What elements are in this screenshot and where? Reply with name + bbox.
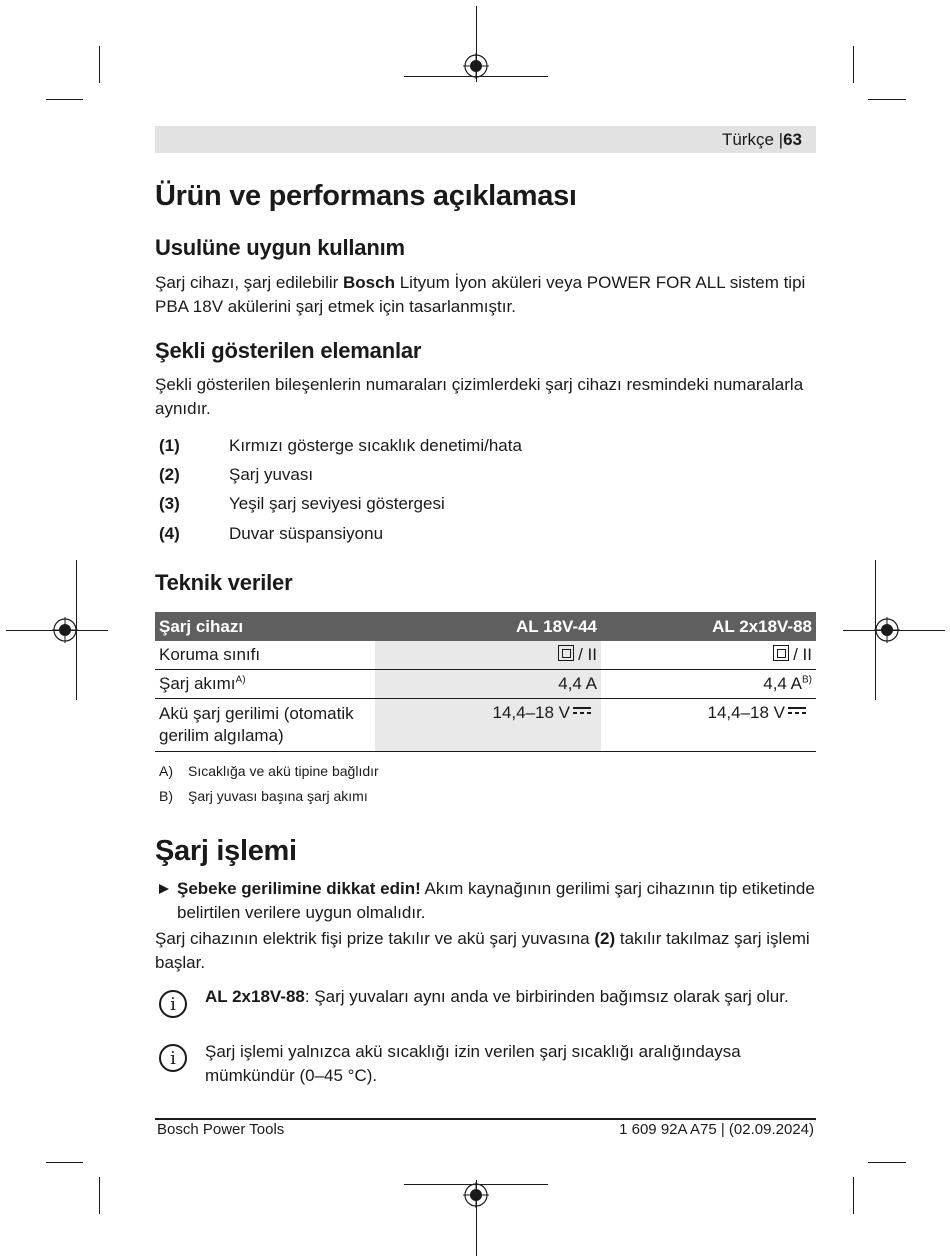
list-item-label: Yeşil şarj seviyesi göstergesi [229,494,445,513]
footnote-key: B) [159,788,173,804]
page-title: Ürün ve performans açıklaması [155,180,577,212]
note-text: : Şarj yuvaları aynı anda ve birbirinden bağımsız olarak şarj olur. [304,987,789,1006]
cell-value: / II [578,645,597,664]
info-note: Şarj işlemi yalnızca akü sıcaklığı izin verilen şarj sıcaklığı aralığındaysa mümkündür (0–45 °C). [205,1042,741,1085]
footnote-text: Sıcaklığa ve akü tipine bağlıdır [188,763,379,779]
footer-brand: Bosch Power Tools [157,1121,285,1138]
header-separator: | [778,130,784,149]
table-cell [375,699,601,752]
footnote-ref: A) [235,674,246,686]
table-header-cell: AL 2x18V-88 [601,612,816,641]
protection-class-ii-icon [558,645,574,661]
brand-name: Bosch [343,273,395,292]
tech-data-table [155,612,816,752]
table-cell [155,641,375,670]
warning-triangle-icon [158,883,170,895]
warning-text: Akım kaynağının gerilimi şarj cihazının tip etiketinde belirtilen verilere uygun olmalıdır. [177,879,815,922]
row-label: Akü şarj gerilimi (otomatik gerilim algılama) [159,704,354,745]
registration-mark-icon [463,53,489,79]
info-icon: i [159,990,187,1018]
table-cell [375,641,601,670]
charging-text: takılır takılmaz şarj işlemi başlar. [155,929,810,972]
footnote-text: Şarj yuvası başına şarj akımı [188,788,368,804]
list-item-number: (3) [159,494,180,513]
crop-mark [46,99,83,100]
crop-mark [99,1177,100,1214]
warning-paragraph [177,877,817,925]
list-item-label: Kırmızı gösterge sıcaklık denetimi/hata [229,436,522,455]
components-intro: Şekli gösterilen bileşenlerin numaraları çizimlerdeki şarj cihazı resmindeki numaralarla aynıdır. [155,375,804,418]
footnote-key: A) [159,763,173,779]
direct-current-icon [788,707,806,716]
table-cell [601,699,816,752]
table-cell [155,670,375,699]
section-heading-usage: Usulüne uygun kullanım [155,235,405,260]
table-row [155,641,816,670]
registration-mark-icon [52,617,78,643]
cell-value: 14,4–18 V [492,703,570,722]
footnote-ref: B) [802,674,812,686]
crop-mark [46,1162,83,1163]
section-heading-components: Şekli gösterilen elemanlar [155,338,422,363]
charging-paragraph [155,927,816,975]
list-item-number: (4) [159,524,180,543]
section-heading-tech: Teknik veriler [155,570,293,595]
table-cell [155,699,375,752]
footer-divider [155,1118,816,1120]
registration-mark-icon [874,617,900,643]
table-row [155,699,816,752]
model-name: AL 2x18V-88 [205,987,305,1006]
crop-mark [868,99,906,100]
table-cell [375,670,601,699]
cell-value: 4,4 A [558,674,597,693]
charging-text: Şarj cihazının elektrik fişi prize takılır ve akü şarj yuvasına [155,929,595,948]
registration-mark-icon [463,1182,489,1208]
crop-mark [853,46,854,83]
crop-mark [99,46,100,83]
info-note [205,985,817,1009]
crop-mark [853,1177,854,1214]
list-item-number: (2) [159,465,180,484]
table-cell [601,641,816,670]
table-header-cell: Şarj cihazı [155,612,375,641]
crop-mark [868,1162,906,1163]
footnote [159,763,379,779]
footnote [159,788,368,804]
usage-text: Lityum İyon aküleri veya POWER FOR ALL sistem tipi PBA 18V akülerini şarj etmek için tasarlanmıştır. [155,273,806,316]
list-item-label: Şarj yuvası [229,465,314,484]
cell-value: 14,4–18 V [707,703,785,722]
row-label: Koruma sınıfı [159,645,261,664]
section-heading-charging: Şarj işlemi [155,835,297,867]
usage-text: Şarj cihazı, şarj edilebilir [155,273,344,292]
table-row [155,670,816,699]
component-ref: (2) [594,929,616,948]
list-item-number: (1) [159,436,180,455]
table-header-cell: AL 18V-44 [375,612,601,641]
warning-bold: Şebeke gerilimine dikkat edin! [177,879,421,898]
list-item-label: Duvar süspansiyonu [229,524,384,543]
table-cell [601,670,816,699]
footer-doc-id: 1 609 92A A75 | (02.09.2024) [619,1121,814,1138]
header-text [722,130,802,150]
usage-paragraph [155,271,816,319]
info-icon: i [159,1044,187,1072]
page-header [155,126,816,153]
row-label: Şarj akımı [159,674,236,693]
page-number: 63 [783,130,802,149]
direct-current-icon [573,707,591,716]
header-language: Türkçe [721,130,774,149]
cell-value: / II [793,645,812,664]
protection-class-ii-icon [773,645,789,661]
cell-value: 4,4 A [763,674,802,693]
table-header-row [155,612,816,641]
